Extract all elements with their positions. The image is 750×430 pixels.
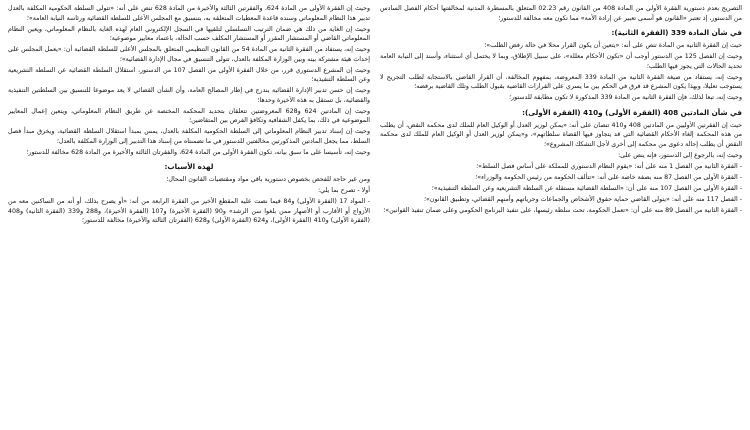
paragraph: وحيث إنه، يستفاد من الفقرة الثانية من المادة 54 من القانون التنظيمي المتعلق بالمجلس الأعلى للسلطة القضائية أن: «يعمل المجلس على إحداث هيئة مشتركة بينه وبين الوزارة المكلفة بالعدل، تتولى التنسيق في مجال الإدارة القضائية»؛ — [8, 46, 370, 63]
paragraph: وحيث إنه، بالرجوع إلى الدستور، فإنه ينص على: — [618, 151, 742, 159]
list-item: - الفقرة الثانية من الفصل 1 منه على أنه: «يقوم النظام الدستوري للمملكة على أساس فصل السلط»؛ — [476, 162, 742, 170]
list-item: - الفقرة الأولى من الفصل 107 منه على أن: «السلطة القضائية مستقلة عن السلطة التشريعية وعن السلطة التنفيذية»؛ — [431, 184, 742, 192]
section-heading-articles-408-410: في شأن المادتين 408 (الفقرة الأولى) و410 (الفقرة الأولى): — [522, 107, 742, 117]
paragraph: وحيث إن حسن تدبير الإدارة القضائية يندرج في إطار المصالح العامة، وأن الشأن القضائي لا يعد موضوعا للتنسيق بين السلطتين التنفيذية والقضائية، بل تستقل به هذه الأخيرة وحدها؛ — [8, 87, 370, 104]
section-heading-article-339: في شأن المادة 339 (الفقرة الثانية): — [611, 28, 742, 37]
paragraph: وحيث إن الفصل 125 من الدستور أوجب أن «تكون الأحكام معللة»، على سبيل الإطلاق، وبما لا يحتمل أي استثناء، وأسند إلى النيابة العامة تحديد الحالات التي يجوز فيها الطلب؛ — [380, 53, 742, 70]
list-item: - الفقرة الأولى من الفصل 87 منه بصفة خاصة على أنه: «تتألف الحكومة من رئيس الحكومة والوزراء»؛ — [475, 173, 742, 181]
paragraph: وحيث إنه، تبعا لذلك، فإن الفقرة الثانية من المادة 339 المذكورة لا تكون مطابقة للدستور؛ — [509, 94, 742, 101]
reasons-heading: لهذه الأسباب: — [164, 162, 214, 171]
paragraph: وحيث إن المادتين 624 و628 المعروضتين تتعلقان بتحديد المحكمة المختصة عن طريق النظام المعلوماتي، ويتعين إعمال المعايير الموضوعية في ذلك، بما يكفل الشفافية وتكافؤ الفرص بين المتقاضين؛ — [8, 107, 370, 124]
paragraph: حيث إن الفقرتين الأوليين من المادتين 408 و410 تنصان على أنه: «يمكن لوزير العدل أو الوكيل العام للملك لدى محكمة النقض، أن يطلب من هذه المحكمة إلغاء الأحكام القضائية التي قد يتجاوز فيها القضاة سلطاتهم»، و«يمكن لوزير العدل أو الوكيل العام للملك لدى محكمة النقض أن يطلب إحالة دعوى من محكمة إلى أخرى لأجل التشكك المشروع»؛ — [380, 121, 742, 148]
paragraph: وحيث إنه، يستفاد من صيغة الفقرة الثانية من المادة 339 المعروضة، بمفهوم المخالفة، أن القرار القاضي بالاستجابة لطلب التجريح لا يستوجب تعليلا، وبهذا يكون المشرع قد فرق في الحكم بين ما يسري على القرارات القاضية بقبول الطلب وتلك القاضية برفضه؛ — [380, 73, 742, 90]
right-column — [380, 4, 742, 430]
left-column — [8, 4, 370, 430]
list-item: - الفقرة الثانية من الفصل 89 منه على أن: «تعمل الحكومة، تحت سلطة رئيسها، على تنفيذ البرنامج الحكومي وعلى ضمان تنفيذ القوانين»؛ — [383, 206, 742, 214]
paragraph: وحيث إن المشرع الدستوري قرر، من خلال الفقرة الأولى من الفصل 107 من الدستور، استقلال السلطة القضائية عن السلطة التشريعية وعن السلطة التنفيذية؛ — [8, 66, 370, 83]
paragraph: حيث إن الفقرة الثانية من المادة تنص على أنه: «يتعين أن يكون القرار محلا في حالة رفض الطلب»؛ — [484, 42, 742, 49]
list-item: - الفصل 117 منه على أنه: «يتولى القاضي حماية حقوق الأشخاص والجماعات وحرياتهم وأمنهم القضائي، وتطبيق القانون»؛ — [423, 195, 742, 203]
paragraph: - المواد 17 (الفقرة الأولى) و84 فيما نصت عليه المقطع الأخير من الفقرة الرابعة من أنه: «أو يصرح بذلك، أو أنه من الساكنين معه من الأزواج أو الأقارب أو الأصهار ممن بلغوا سن الرشد» و90 (الفقرة الأخيرة) و107 (الفقرة الأخيرة)، و288 و339 (الفقرة الثانية) و408 (الفقرة الأولى) و410 (الفقرة الأولى)، و624 (الفقرة الأولى) و628 (الفقرتان الثالثة والأخيرة) مخالفة للدستور؛ — [8, 198, 370, 224]
paragraph: أولا - تصرح بما يلي: — [318, 187, 370, 194]
paragraph: التصريح بعدم دستورية الفقرة الأولى من المادة 408 من القانون رقم 02.23 المتعلق بالمسطرة المدنية لمخالفتها أحكام الفصل السادس من الدستور، إذ تعتبر «القانون هو أسمى تعبير عن إرادة الأمة» مما تكون معه مخالفة للدستور؛ — [380, 5, 742, 22]
paragraph: ومن غير حاجة للفحص بخصوص دستورية باقي مواد ومقتضيات القانون المحال؛ — [166, 176, 370, 183]
paragraph: وحيث إنه، تأسيسا على ما سبق بيانه، تكون الفقرة الأولى من المادة 624، والفقرتان الثالثة والأخيرة من المادة 628 مخالفة للدستور؛ — [26, 148, 370, 156]
paragraph: وحيث إن الفقرة الأولى من المادة 624، والفقرتين الثالثة والأخيرة من المادة 628 تنص على أنه: «تتولى السلطة الحكومية المكلفة بالعدل تدبير هذا النظام المعلوماتي وسنده قاعدة المعطيات المتعلقة به، بتنسيق مع المجلس الأعلى للسلطة القضائية ورئاسة النيابة العامة»؛ — [8, 5, 370, 22]
paragraph: وحيث إن إسناد تدبير النظام المعلوماتي إلى السلطة الحكومية المكلفة بالعدل، يمس بمبدأ استقلال السلطة القضائية، ويخرق مبدأ فصل السلط، مما يجعل المادتين المذكورتين مخالفتين للدستور في ما تضمنتاه من إسناد هذا التدبير إلى الوزارة المكلفة بالعدل؛ — [8, 128, 370, 145]
paragraph: وحيث إن الغاية من ذلك هي ضمان الترتيب التسلسلي لتلقيها في السجل الإلكتروني العام لهذه الغاية بالنظام المعلوماتي، ويعين النظام المعلوماتي القاضي أو المستشار المقرر أو المستشار المكلف حسب الحالة، باعتماد معايير موضوعية؛ — [8, 25, 370, 42]
